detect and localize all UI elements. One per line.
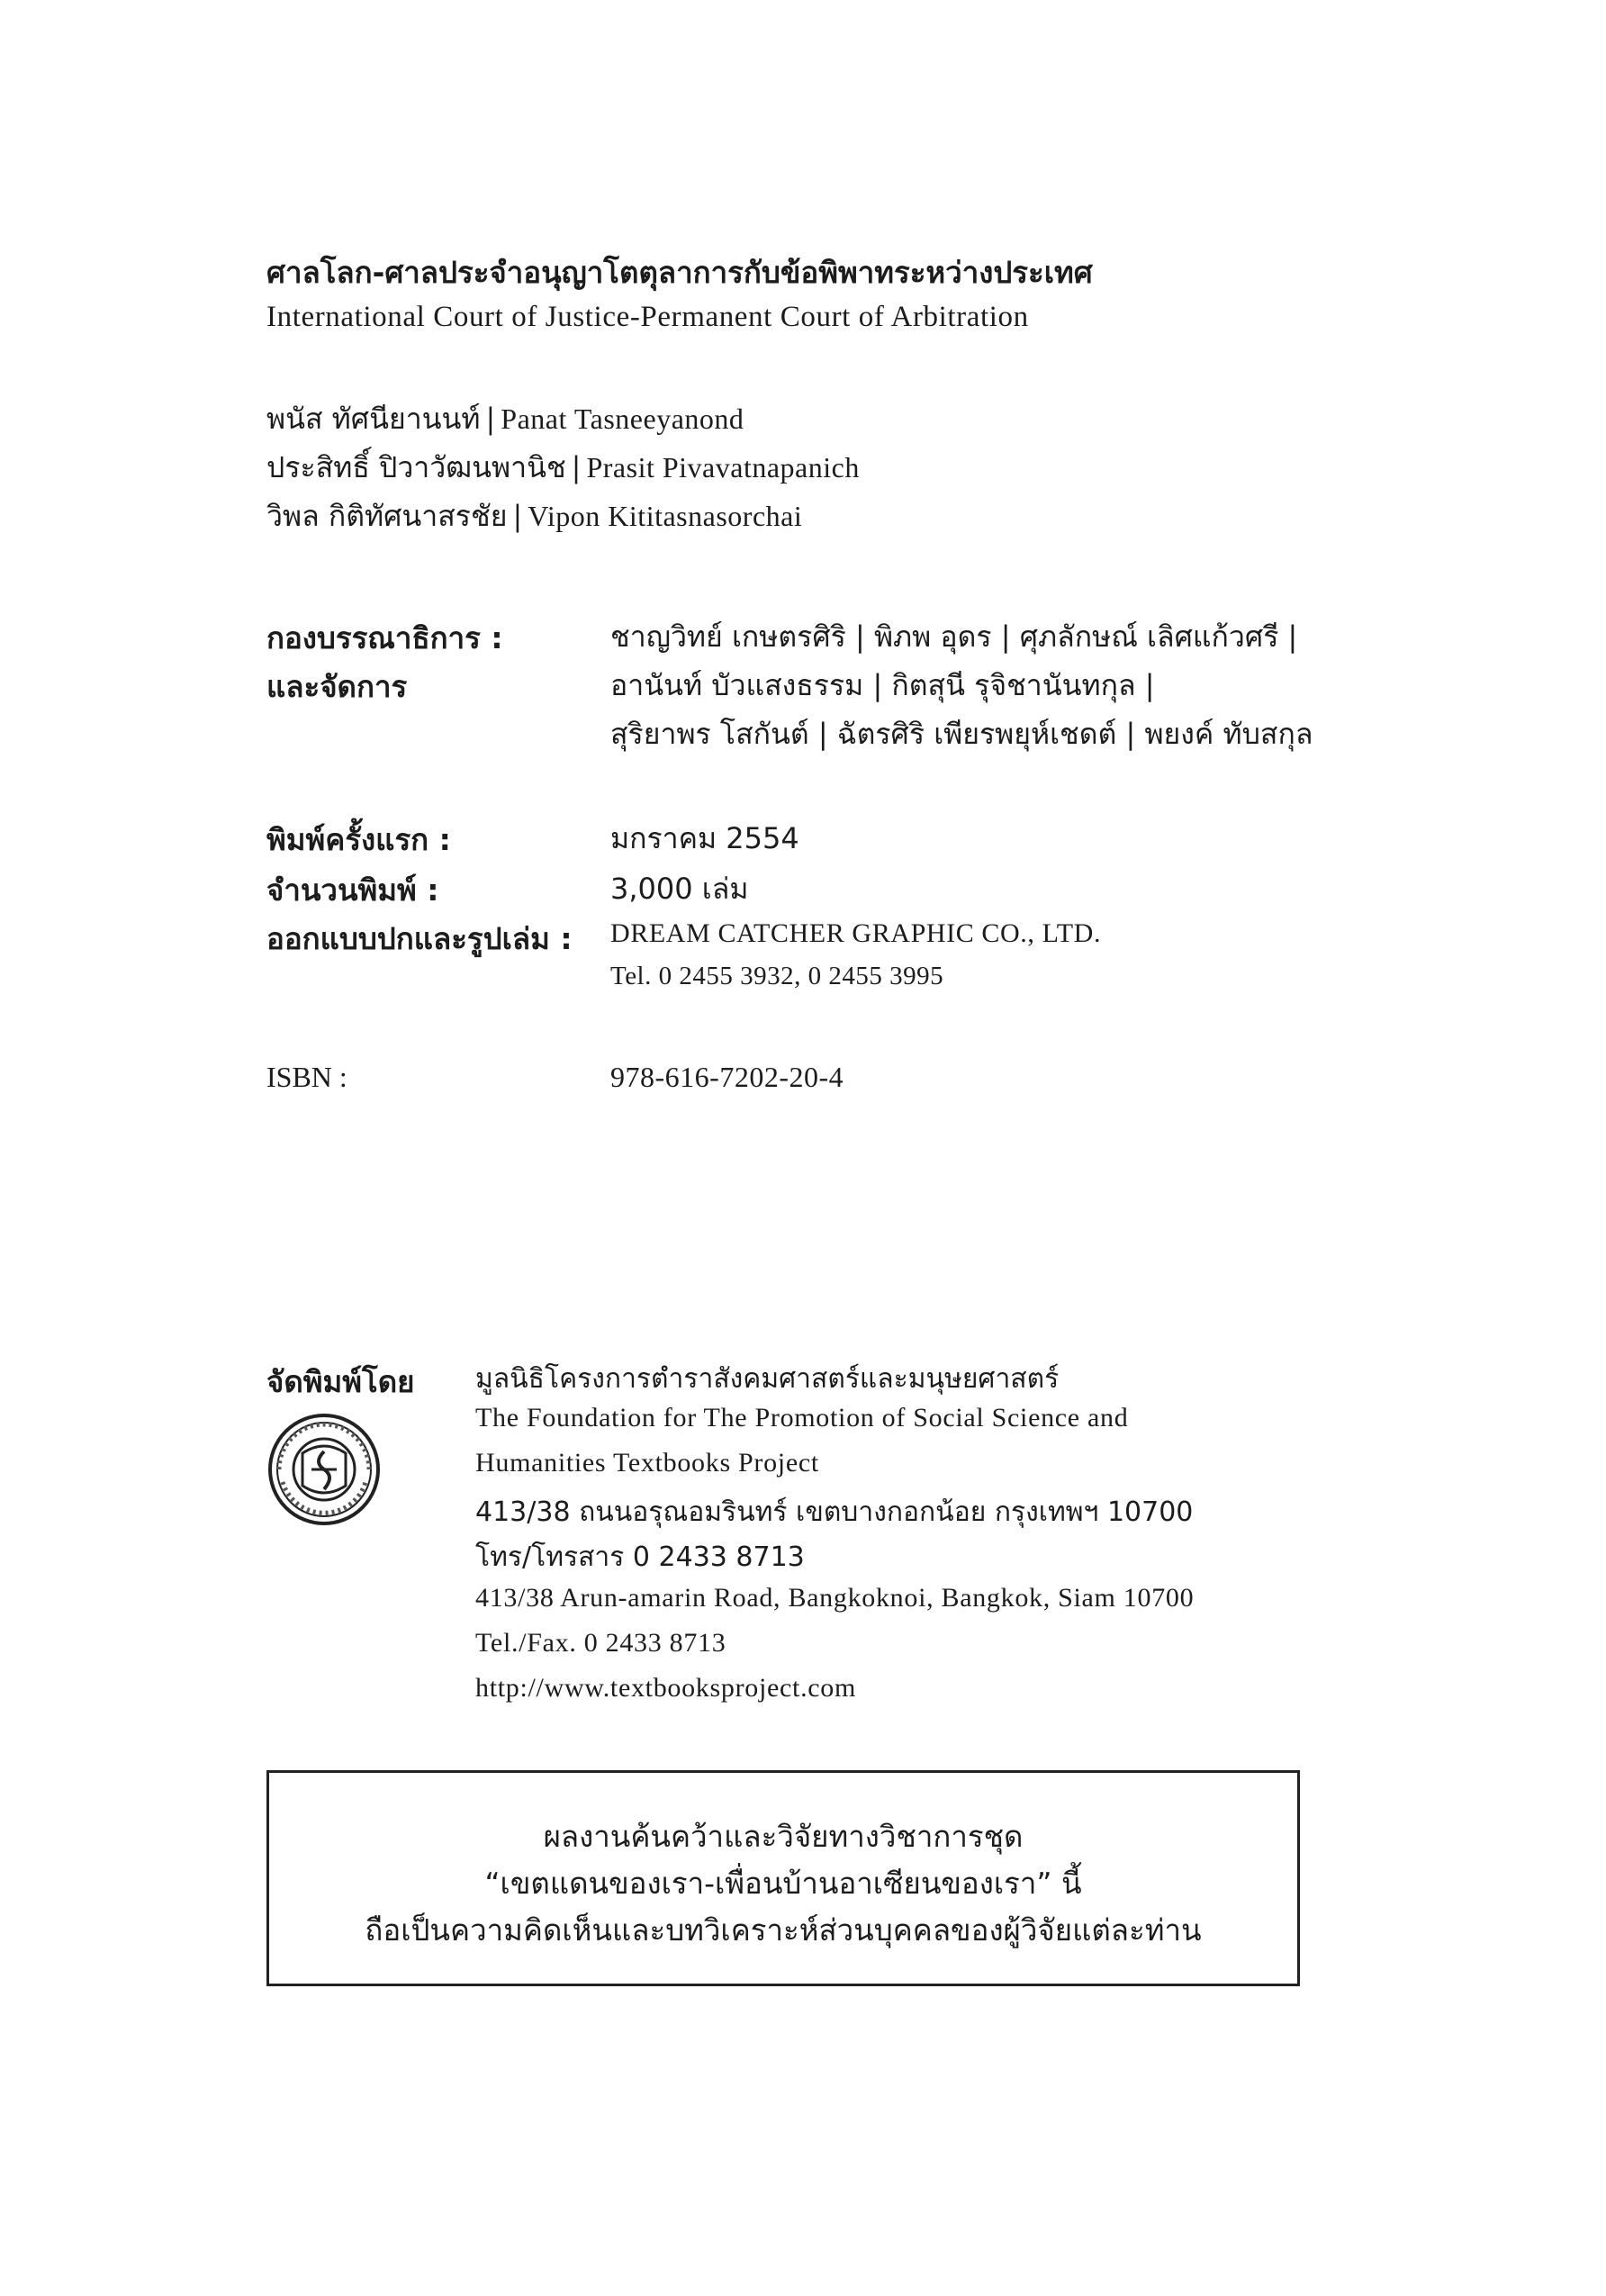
design-telephone: Tel. 0 2455 3932, 0 2455 3995 [610, 962, 944, 990]
disclaimer-box [266, 1770, 1300, 1986]
publisher-name-thai: มูลนิธิโครงการตำราสังคมศาสตร์และมนุษยศาสตร์ [475, 1363, 1060, 1395]
design-company: DREAM CATCHER GRAPHIC CO., LTD. [610, 918, 1102, 948]
isbn-label: ISBN : [266, 1061, 347, 1093]
first-print-value: มกราคม 2554 [610, 821, 799, 855]
publisher-address-thai: 413/38 ถนนอรุณอมรินทร์ เขตบางกอกน้อย กรุงเทพฯ 10700 [475, 1496, 1194, 1528]
first-print-label: พิมพ์ครั้งแรก : [266, 822, 451, 857]
author-name-english: Prasit Pivavatnapanich [586, 451, 860, 484]
author-name-thai: ประสิทธิ์ ปิวาวัฒนพานิช [266, 450, 566, 484]
copies-value: 3,000 เล่ม [610, 872, 749, 906]
publisher-phone-english: Tel./Fax. 0 2433 8713 [475, 1628, 726, 1658]
author-separator: | [571, 450, 582, 484]
author-name-english: Panat Tasneeyanond [501, 402, 744, 435]
author-name-thai: วิพล กิติทัศนาสรชัย [266, 499, 508, 533]
author-line [266, 396, 744, 442]
author-separator: | [512, 499, 523, 533]
editorial-names-line: อานันท์ บัวแสงธรรม | กิตสุนี รุจิชานันทกุล | [610, 668, 1155, 702]
title-thai: ศาลโลก-ศาลประจำอนุญาโตตุลาการกับข้อพิพาทระหว่างประเทศ [266, 255, 1093, 290]
disclaimer-line: ถือเป็นความคิดเห็นและบทวิเคราะห์ส่วนบุคคลของผู้วิจัยแต่ละท่าน [365, 1912, 1202, 1948]
publisher-website[interactable]: http://www.textbooksproject.com [475, 1673, 857, 1703]
publisher-phone-thai: โทร/โทรสาร 0 2433 8713 [475, 1541, 805, 1573]
author-name-thai: พนัส ทัศนียานนท์ [266, 402, 481, 436]
author-line [266, 493, 802, 539]
author-line [266, 445, 860, 491]
design-label: ออกแบบปกและรูปเล่ม : [266, 921, 573, 956]
author-separator: | [485, 402, 496, 436]
copies-label: จำนวนพิมพ์ : [266, 872, 439, 908]
foundation-seal-icon [266, 1412, 382, 1527]
disclaimer-line: “เขตแดนของเรา-เพื่อนบ้านอาเซียนของเรา” นี้ [484, 1866, 1082, 1901]
publisher-label: จัดพิมพ์โดย [266, 1364, 415, 1399]
editorial-names-line: สุริยาพร โสกันต์ | ฉัตรศิริ เพียรพยุห์เชดต์ | พยงค์ ทับสกุล [610, 717, 1313, 751]
author-name-english: Vipon Kititasnasorchai [528, 500, 803, 532]
publisher-address-english: 413/38 Arun-amarin Road, Bangkoknoi, Bangkok, Siam 10700 [475, 1583, 1195, 1613]
title-english: International Court of Justice-Permanent Court of Arbitration [266, 301, 1029, 333]
editorial-label: กองบรรณาธิการ : [266, 620, 503, 655]
editorial-label-continued: และจัดการ [266, 669, 408, 704]
editorial-names-line: ชาญวิทย์ เกษตรศิริ | พิภพ อุดร | ศุภลักษณ์ เลิศแก้วศรี | [610, 619, 1298, 654]
publisher-name-english: The Foundation for The Promotion of Social Science and [475, 1403, 1129, 1433]
isbn-value: 978-616-7202-20-4 [610, 1061, 844, 1093]
disclaimer-line: ผลงานค้นคว้าและวิจัยทางวิชาการชุด [543, 1819, 1024, 1854]
publisher-name-english-continued: Humanities Textbooks Project [475, 1448, 819, 1478]
